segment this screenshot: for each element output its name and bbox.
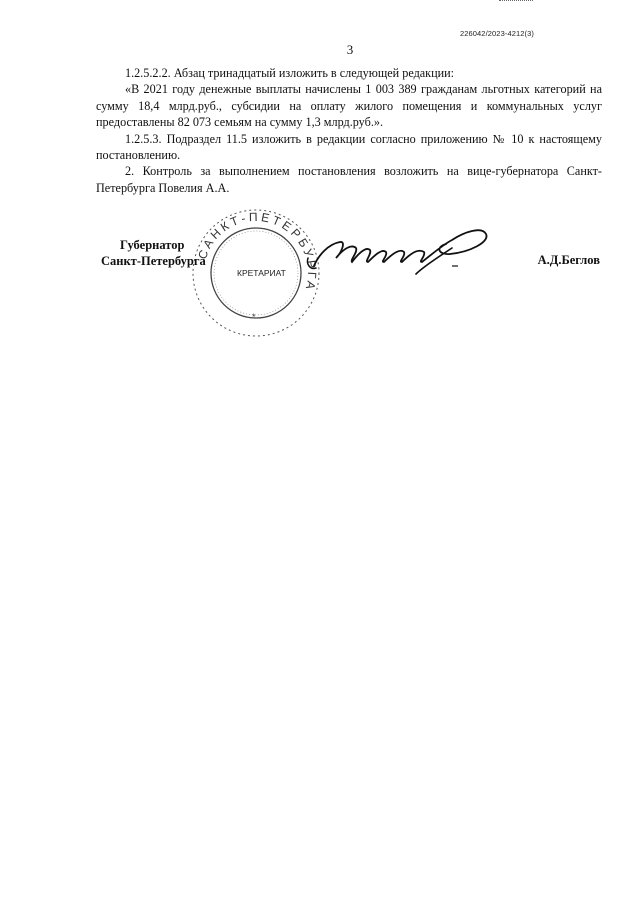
paragraph-1: 1.2.5.2.2. Абзац тринадцатый изложить в следующей редакции: xyxy=(125,66,455,80)
seal-ring-text: САНКТ-ПЕТЕРБУРГА xyxy=(195,209,320,294)
page-number: 3 xyxy=(346,42,354,57)
svg-text:*: * xyxy=(252,312,256,322)
document-code: 226042/2023-4212(3) xyxy=(459,29,534,38)
seal-inner-text: КРЕТАРИАТ xyxy=(237,268,286,278)
signatory-title-line2: Санкт-Петербурга xyxy=(101,254,206,268)
top-edge-mark xyxy=(499,0,533,3)
signatory-title-line1: Губернатор xyxy=(120,238,185,252)
paragraph-2: «В 2021 году денежные выплаты начислены 1 003 389 гражданам льготных категорий на сумму 18,4 млрд.руб., субсидии на оплату жилого помещения и коммунальных услуг предоставлены 82 073 семьям на сумму 1,3 млрд.руб.». xyxy=(96,82,602,130)
paragraph-3: 1.2.5.3. Подраздел 11.5 изложить в редакции согласно приложению № 10 к настоящему постановлению. xyxy=(96,131,602,163)
signatory-name: А.Д.Беглов xyxy=(537,253,600,267)
paragraph-4: 2. Контроль за выполнением постановления возложить на вице-губернатора Санкт-Петербурга Повелия А.А. xyxy=(96,164,602,195)
handwritten-signature-icon xyxy=(300,218,505,278)
document-body xyxy=(96,65,602,196)
